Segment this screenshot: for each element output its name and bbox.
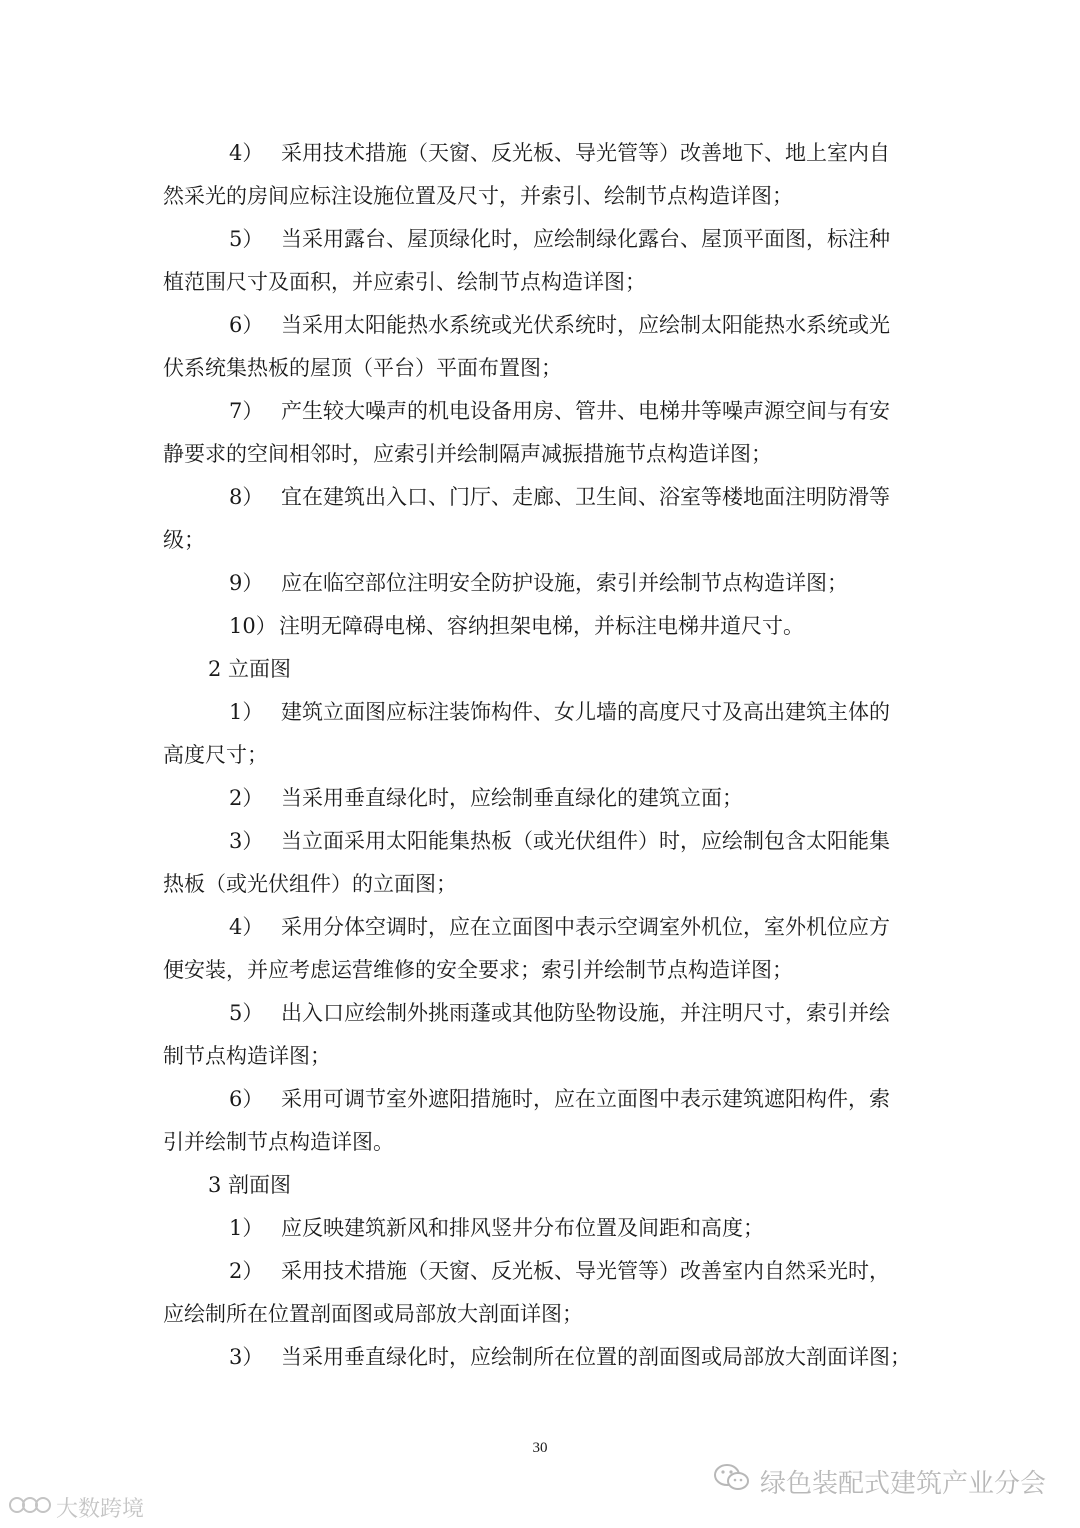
list-item	[163, 390, 913, 433]
item-number: 5）	[229, 1001, 264, 1025]
item-number: 2）	[229, 786, 264, 810]
item-text: 当采用垂直绿化时，应绘制所在位置的剖面图或局部放大剖面详图；	[281, 1345, 911, 1369]
item-text: 采用可调节室外遮阳措施时，应在立面图中表示建筑遮阳构件，索	[281, 1087, 890, 1111]
watermark-left-text: 大数跨境	[56, 1497, 145, 1522]
continuation-line: 引并绘制节点构造详图。	[163, 1130, 394, 1154]
item-text: 出入口应绘制外挑雨蓬或其他防坠物设施，并注明尺寸，索引并绘	[281, 1001, 890, 1025]
list-item	[163, 992, 913, 1035]
item-text: 应反映建筑新风和排风竖井分布位置及间距和高度；	[281, 1216, 764, 1240]
continuation-line: 然采光的房间应标注设施位置及尺寸，并索引、绘制节点构造详图；	[163, 184, 793, 208]
item-number: 10）	[229, 614, 277, 638]
item-number: 4）	[229, 915, 264, 939]
section-heading: 2 立面图	[208, 657, 292, 681]
continuation-line: 高度尺寸；	[163, 743, 268, 767]
item-text: 当采用太阳能热水系统或光伏系统时，应绘制太阳能热水系统或光	[281, 313, 890, 337]
item-number: 5）	[229, 227, 264, 251]
list-item	[163, 691, 913, 734]
item-text: 采用技术措施（天窗、反光板、导光管等）改善地下、地上室内自	[281, 141, 890, 165]
item-number: 7）	[229, 399, 264, 423]
item-number: 1）	[229, 1216, 264, 1240]
item-text: 注明无障碍电梯、容纳担架电梯，并标注电梯井道尺寸。	[279, 614, 804, 638]
item-text: 宜在建筑出入口、门厅、走廊、卫生间、浴室等楼地面注明防滑等	[281, 485, 890, 509]
item-number: 4）	[229, 141, 264, 165]
list-item	[163, 605, 913, 648]
continuation-line: 制节点构造详图；	[163, 1044, 331, 1068]
list-item	[163, 1336, 913, 1379]
item-text: 建筑立面图应标注装饰构件、女儿墙的高度尺寸及高出建筑主体的	[281, 700, 890, 724]
item-number: 3）	[229, 829, 264, 853]
item-text: 当立面采用太阳能集热板（或光伏组件）时，应绘制包含太阳能集	[281, 829, 890, 853]
continuation-line: 便安装，并应考虑运营维修的安全要求；索引并绘制节点构造详图；	[163, 958, 793, 982]
continuation-line: 热板（或光伏组件）的立面图；	[163, 872, 457, 896]
list-item	[163, 777, 913, 820]
watermark-right-text: 绿色装配式建筑产业分会	[759, 1469, 1046, 1499]
document-body	[163, 132, 913, 1379]
list-item	[163, 476, 913, 519]
list-item	[163, 1207, 913, 1250]
list-item	[163, 1250, 913, 1293]
page-number: 30	[532, 1440, 548, 1456]
list-item	[163, 820, 913, 863]
section-heading: 3 剖面图	[208, 1173, 292, 1197]
item-number: 9）	[229, 571, 264, 595]
item-number: 3）	[229, 1345, 264, 1369]
list-item	[163, 562, 913, 605]
item-text: 当采用露台、屋顶绿化时，应绘制绿化露台、屋顶平面图，标注种	[281, 227, 890, 251]
item-text: 采用分体空调时，应在立面图中表示空调室外机位，室外机位应方	[281, 915, 890, 939]
item-text: 应在临空部位注明安全防护设施，索引并绘制节点构造详图；	[281, 571, 848, 595]
continuation-line: 应绘制所在位置剖面图或局部放大剖面详图；	[163, 1302, 583, 1326]
continuation-line: 伏系统集热板的屋顶（平台）平面布置图；	[163, 356, 562, 380]
wechat-icon	[712, 1462, 752, 1501]
item-text: 产生较大噪声的机电设备用房、管井、电梯井等噪声源空间与有安	[281, 399, 890, 423]
item-text: 当采用垂直绿化时，应绘制垂直绿化的建筑立面；	[281, 786, 743, 810]
item-number: 2）	[229, 1259, 264, 1283]
continuation-line: 植范围尺寸及面积，并应索引、绘制节点构造详图；	[163, 270, 646, 294]
watermark-source	[8, 1492, 144, 1523]
list-item	[163, 218, 913, 261]
list-item	[163, 1078, 913, 1121]
item-number: 6）	[229, 1087, 264, 1111]
item-number: 8）	[229, 485, 264, 509]
item-text: 采用技术措施（天窗、反光板、导光管等）改善室内自然采光时，	[281, 1259, 890, 1283]
item-number: 6）	[229, 313, 264, 337]
list-item	[163, 132, 913, 175]
logo-icon	[8, 1493, 52, 1523]
watermark-wechat	[712, 1462, 1046, 1501]
item-number: 1）	[229, 700, 264, 724]
list-item	[163, 906, 913, 949]
continuation-line: 静要求的空间相邻时，应索引并绘制隔声减振措施节点构造详图；	[163, 442, 772, 466]
list-item	[163, 304, 913, 347]
continuation-line: 级；	[163, 528, 205, 552]
